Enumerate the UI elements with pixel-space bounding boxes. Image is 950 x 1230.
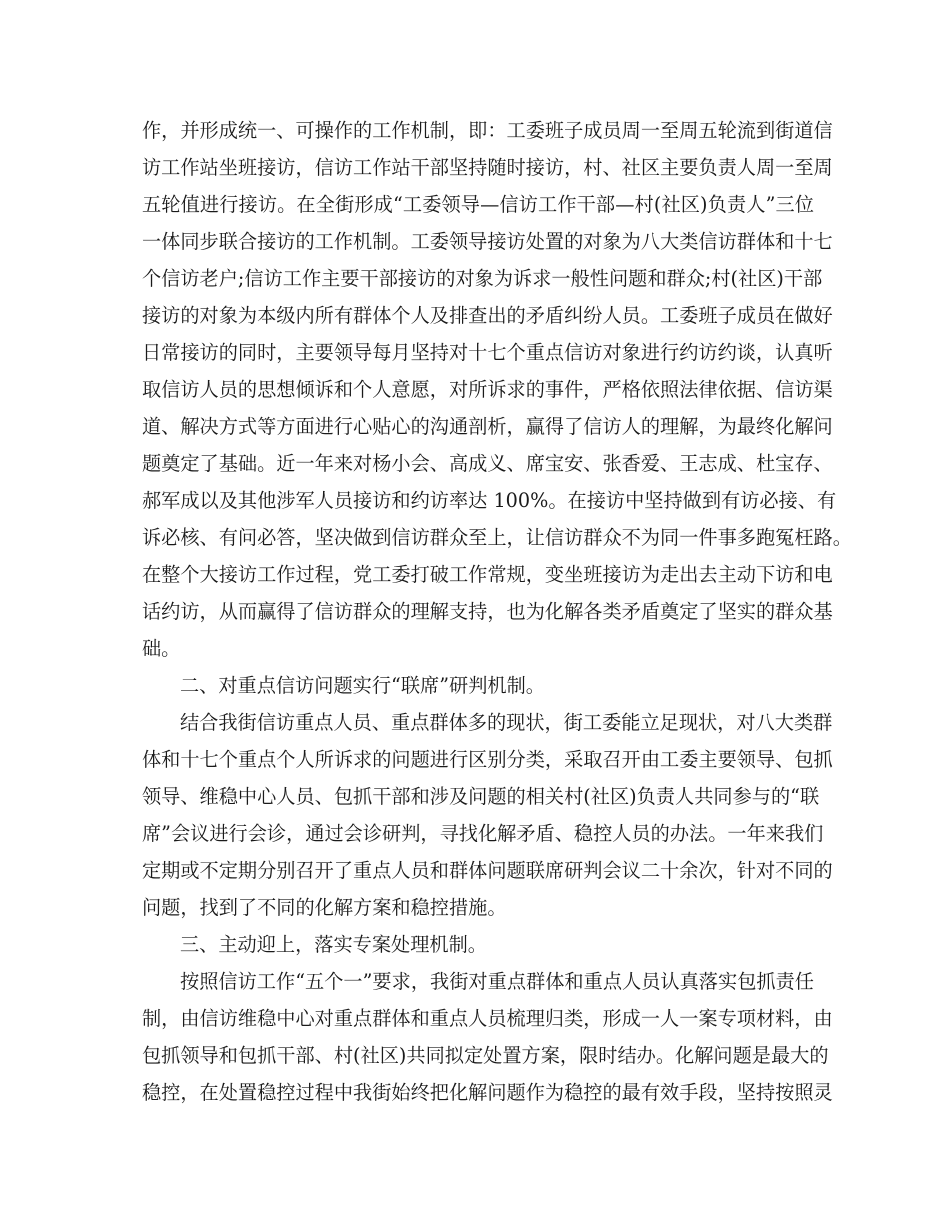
text-line: 道、解决方式等方面进行心贴心的沟通剖析，赢得了信访人的理解，为最终化解问	[142, 415, 833, 438]
text-line: 话约访，从而赢得了信访群众的理解支持，也为化解各类矛盾奠定了坚实的群众基	[142, 600, 833, 623]
text-line: 日常接访的同时，主要领导每月坚持对十七个重点信访对象进行约访约谈，认真听	[142, 341, 833, 364]
text-line: 郝军成以及其他涉军人员接访和约访率达 100%。在接访中坚持做到有访必接、有	[142, 489, 837, 512]
text-line: 础。	[142, 637, 181, 660]
document-body	[142, 112, 852, 1111]
text-line: 体和十七个重点个人所诉求的问题进行区别分类，采取召开由工委主要领导、包抓	[142, 748, 833, 771]
text-line: 在整个大接访工作过程，党工委打破工作常规，变坐班接访为走出去主动下访和电	[142, 563, 833, 586]
text-line: 稳控，在处置稳控过程中我街始终把化解问题作为稳控的最有效手段，坚持按照灵	[142, 1081, 833, 1104]
text-line: 问题，找到了不同的化解方案和稳控措施。	[142, 896, 507, 919]
text-line: 二、对重点信访问题实行“联席”研判机制。	[180, 674, 545, 697]
text-line: 按照信访工作“五个一”要求，我街对重点群体和重点人员认真落实包抓责任	[180, 970, 814, 993]
text-line: 结合我街信访重点人员、重点群体多的现状，街工委能立足现状，对八大类群	[180, 711, 833, 734]
text-line: 领导、维稳中心人员、包抓干部和涉及问题的相关村(社区)负责人共同参与的“联	[142, 785, 820, 808]
text-line: 取信访人员的思想倾诉和个人意愿，对所诉求的事件，严格依照法律依据、信访渠	[142, 378, 833, 401]
text-line: 题奠定了基础。近一年来对杨小会、高成义、席宝安、张香爱、王志成、杜宝存、	[142, 452, 833, 475]
text-line: 诉必核、有问必答，坚决做到信访群众至上，让信访群众不为同一件事多跑冤枉路。	[142, 526, 852, 549]
text-line: 五轮值进行接访。在全街形成“工委领导—信访工作干部—村(社区)负责人”三位	[142, 193, 814, 216]
text-line: 作，并形成统一、可操作的工作机制，即：工委班子成员周一至周五轮流到街道信	[142, 119, 833, 142]
text-line: 三、主动迎上，落实专案处理机制。	[180, 933, 487, 956]
text-line: 访工作站坐班接访，信访工作站干部坚持随时接访，村、社区主要负责人周一至周	[142, 156, 833, 179]
text-line: 接访的对象为本级内所有群体个人及排查出的矛盾纠纷人员。工委班子成员在做好	[142, 304, 833, 327]
text-line: 定期或不定期分别召开了重点人员和群体问题联席研判会议二十余次，针对不同的	[142, 859, 833, 882]
text-line: 包抓领导和包抓干部、村(社区)共同拟定处置方案，限时结办。化解问题是最大的	[142, 1044, 829, 1067]
text-line: 制，由信访维稳中心对重点群体和重点人员梳理归类，形成一人一案专项材料，由	[142, 1007, 833, 1030]
text-line: 一体同步联合接访的工作机制。工委领导接访处置的对象为八大类信访群体和十七	[142, 230, 833, 253]
text-line: 席”会议进行会诊，通过会诊研判，寻找化解矛盾、稳控人员的办法。一年来我们	[142, 822, 824, 845]
text-line: 个信访老户;信访工作主要干部接访的对象为诉求一般性问题和群众;村(社区)干部	[142, 267, 823, 290]
